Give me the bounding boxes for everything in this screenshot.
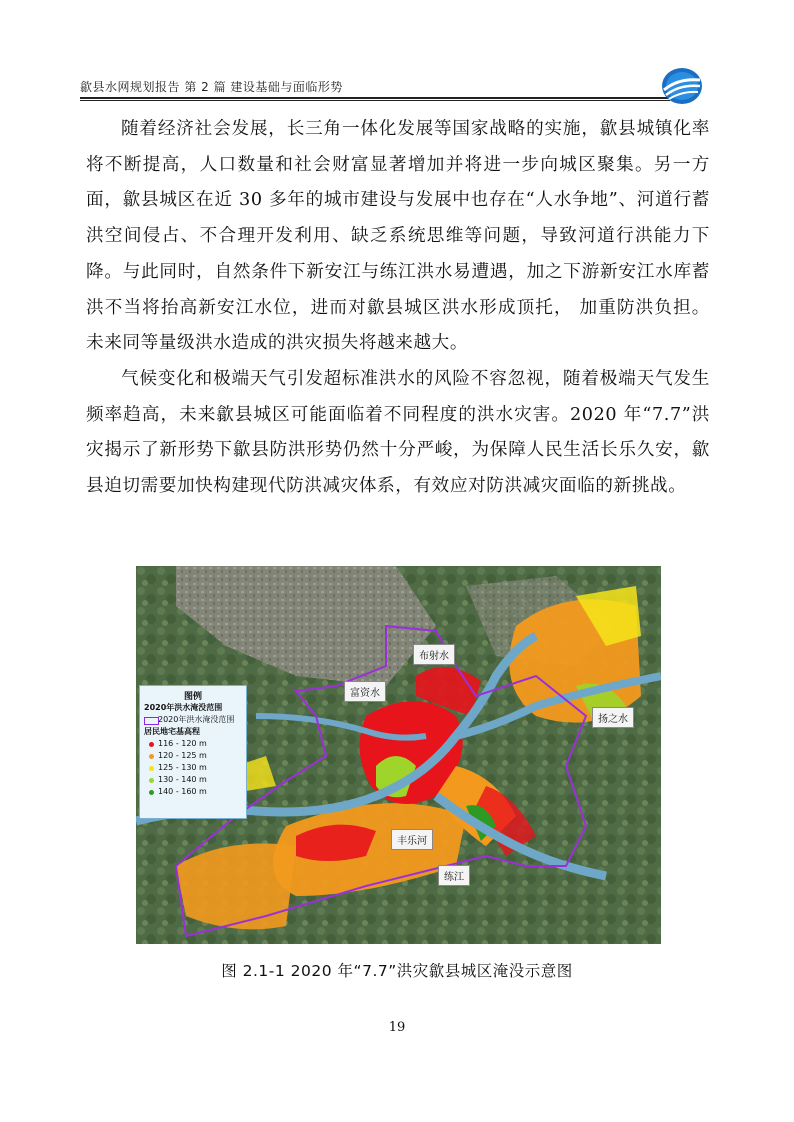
legend-item-label: 125 - 130 m (158, 763, 207, 772)
legend-item-0 (140, 738, 246, 750)
paragraph-2: 气候变化和极端天气引发超标准洪水的风险不容忽视，随着极端天气发生频率趋高，未来歙县城区可能面临着不同程度的洪水灾害。2020 年“7.7”洪灾揭示了新形势下歙县防洪形势仍然十分严峻，为保障人民生活长乐久安，歙县迫切需要加快构建现代防洪减灾体系，有效应对防洪减灾面临的新挑战。 (86, 368, 710, 497)
label-lianjiang-river: 练江 (438, 865, 470, 886)
label-bushe-river: 布射水 (413, 644, 455, 665)
figure-caption: 图 2.1-1 2020 年“7.7”洪灾歙县城区淹没示意图 (221, 962, 573, 980)
label-fengle-river: 丰乐河 (391, 829, 433, 850)
legend-item-label: 140 - 160 m (158, 787, 207, 796)
header-title: 歙县水网规划报告 第 2 篇 建设基础与面临形势 (80, 80, 343, 94)
legend-item-label: 130 - 140 m (158, 775, 207, 784)
legend-dot-icon (149, 754, 154, 759)
flood-map-figure (136, 566, 661, 944)
legend-dot-icon (149, 766, 154, 771)
legend-dot-icon (149, 778, 154, 783)
legend-boundary-row (140, 714, 246, 726)
legend-item-label: 116 - 120 m (158, 739, 207, 748)
legend-item-2 (140, 762, 246, 774)
legend-item-4 (140, 786, 246, 798)
paragraph-1: 随着经济社会发展，长三角一体化发展等国家战略的实施，歙县城镇化率将不断提高，人口数量和社会财富显著增加并将进一步向城区聚集。另一方面，歙县城区在近 30 多年的城市建设与发展中也存在“人水争地”、河道行蓄洪空间侵占、不合理开发利用、缺乏系统思维等问题，导致河道行洪能力下降。与此同时，自然条件下新安江与练江洪水易遭遇，加之下游新安江水库蓄洪不当将抬高新安江水位，进而对歙县城区洪水形成顶托， 加重防洪负担。未来同等量级洪水造成的洪灾损失将越来越大。 (86, 119, 710, 354)
label-yangzhi-river: 扬之水 (592, 707, 634, 728)
map-legend (139, 685, 247, 819)
legend-item-3 (140, 774, 246, 786)
legend-title: 图例 (183, 692, 202, 702)
page-header (80, 76, 696, 98)
header-rule-thin (80, 100, 670, 101)
page-number: 19 (388, 1020, 406, 1035)
legend-boundary-label: 2020年洪水淹没范围 (158, 715, 235, 724)
legend-item-1 (140, 750, 246, 762)
legend-dot-icon (149, 742, 154, 747)
boundary-swatch-icon (144, 717, 159, 725)
legend-items (140, 738, 246, 798)
legend-dot-icon (149, 790, 154, 795)
legend-section-inundation: 2020年洪水淹没范围 (144, 703, 223, 712)
legend-item-label: 120 - 125 m (158, 751, 207, 760)
institute-logo-icon (660, 66, 704, 106)
label-fuzi-river: 富资水 (344, 681, 386, 702)
legend-section-elevation: 居民地宅基高程 (144, 727, 200, 736)
body-text (86, 112, 710, 505)
header-rule (80, 97, 670, 99)
